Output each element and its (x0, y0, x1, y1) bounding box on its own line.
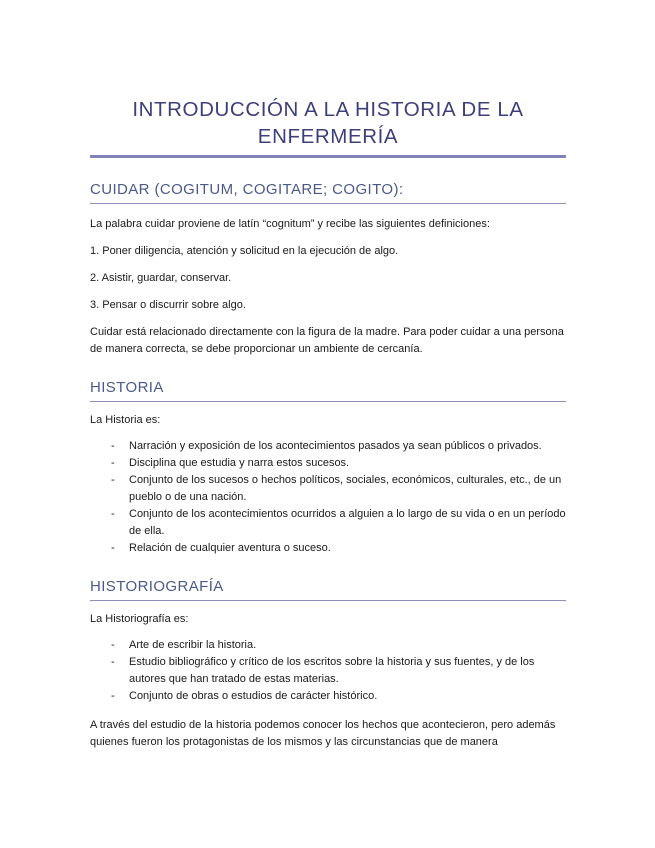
dash-bullet: - (111, 440, 115, 452)
paragraph-historiografia-intro: La Historiografía es: (90, 613, 189, 625)
document-page (90, 0, 566, 751)
title-rule (90, 155, 566, 158)
list-item (90, 438, 566, 455)
list-item-text: Narración y exposición de los acontecimientos pasados ya sean públicos o privados. (129, 440, 542, 452)
paragraph-historiografia-closing: A través del estudio de la historia podemos conocer los hechos que acontecieron, pero además quienes fueron los protagonistas de los mismos y las circunstancias que de manera (90, 719, 556, 748)
section-historiografia (90, 578, 566, 751)
dash-bullet: - (111, 457, 115, 469)
list-item (90, 472, 566, 506)
list-item-text: Conjunto de los sucesos o hechos políticos, sociales, económicos, culturales, etc., de un pueblo o de una nación. (129, 474, 562, 503)
list-item (90, 637, 566, 654)
dash-bullet: - (111, 656, 115, 668)
paragraph-cuidar-closing: Cuidar está relacionado directamente con la figura de la madre. Para poder cuidar a una persona de manera correcta, se debe proporcionar un ambiente de cercanía. (90, 326, 564, 355)
heading-rule (90, 401, 566, 402)
list-item (90, 506, 566, 540)
dash-bullet: - (111, 639, 115, 651)
definition-3: 3. Pensar o discurrir sobre algo. (90, 299, 246, 311)
list-item (90, 654, 566, 688)
title-line-1: INTRODUCCIÓN A LA HISTORIA DE LA (132, 98, 524, 121)
list-item-text: Relación de cualquier aventura o suceso. (129, 542, 331, 554)
list-item (90, 455, 566, 472)
title-line-2: ENFERMERÍA (257, 125, 399, 148)
dash-bullet: - (111, 542, 115, 554)
list-item-text: Disciplina que estudia y narra estos sucesos. (129, 457, 350, 469)
list-historia (90, 438, 566, 557)
dash-bullet: - (111, 474, 115, 486)
definition-2: 2. Asistir, guardar, conservar. (90, 272, 232, 284)
paragraph-cuidar-intro: La palabra cuidar proviene de latín “cognitum” y recibe las siguientes definiciones: (90, 218, 490, 230)
definition-1: 1. Poner diligencia, atención y solicitud en la ejecución de algo. (90, 245, 399, 257)
section-heading-historia: HISTORIA (90, 379, 164, 396)
list-item-text: Conjunto de los acontecimientos ocurridos a alguien a lo largo de su vida o en un período de ella. (129, 508, 566, 537)
list-item (90, 540, 566, 557)
section-heading-cuidar: CUIDAR (COGITUM, COGITARE; COGITO): (90, 181, 404, 198)
section-historia (90, 379, 566, 557)
dash-bullet: - (111, 508, 115, 520)
section-heading-historiografia: HISTORIOGRAFÍA (90, 578, 224, 595)
list-item-text: Estudio bibliográfico y crítico de los escritos sobre la historia y sus fuentes, y de los autores que han tratado de estas materias. (129, 656, 535, 685)
document-title (90, 96, 566, 150)
paragraph-historia-intro: La Historia es: (90, 414, 161, 426)
section-cuidar (90, 181, 566, 358)
dash-bullet: - (111, 690, 115, 702)
heading-rule (90, 600, 566, 601)
list-item-text: Arte de escribir la historia. (129, 639, 257, 651)
list-historiografia (90, 637, 566, 705)
list-item (90, 688, 566, 705)
heading-rule (90, 203, 566, 204)
list-item-text: Conjunto de obras o estudios de carácter histórico. (129, 690, 378, 702)
